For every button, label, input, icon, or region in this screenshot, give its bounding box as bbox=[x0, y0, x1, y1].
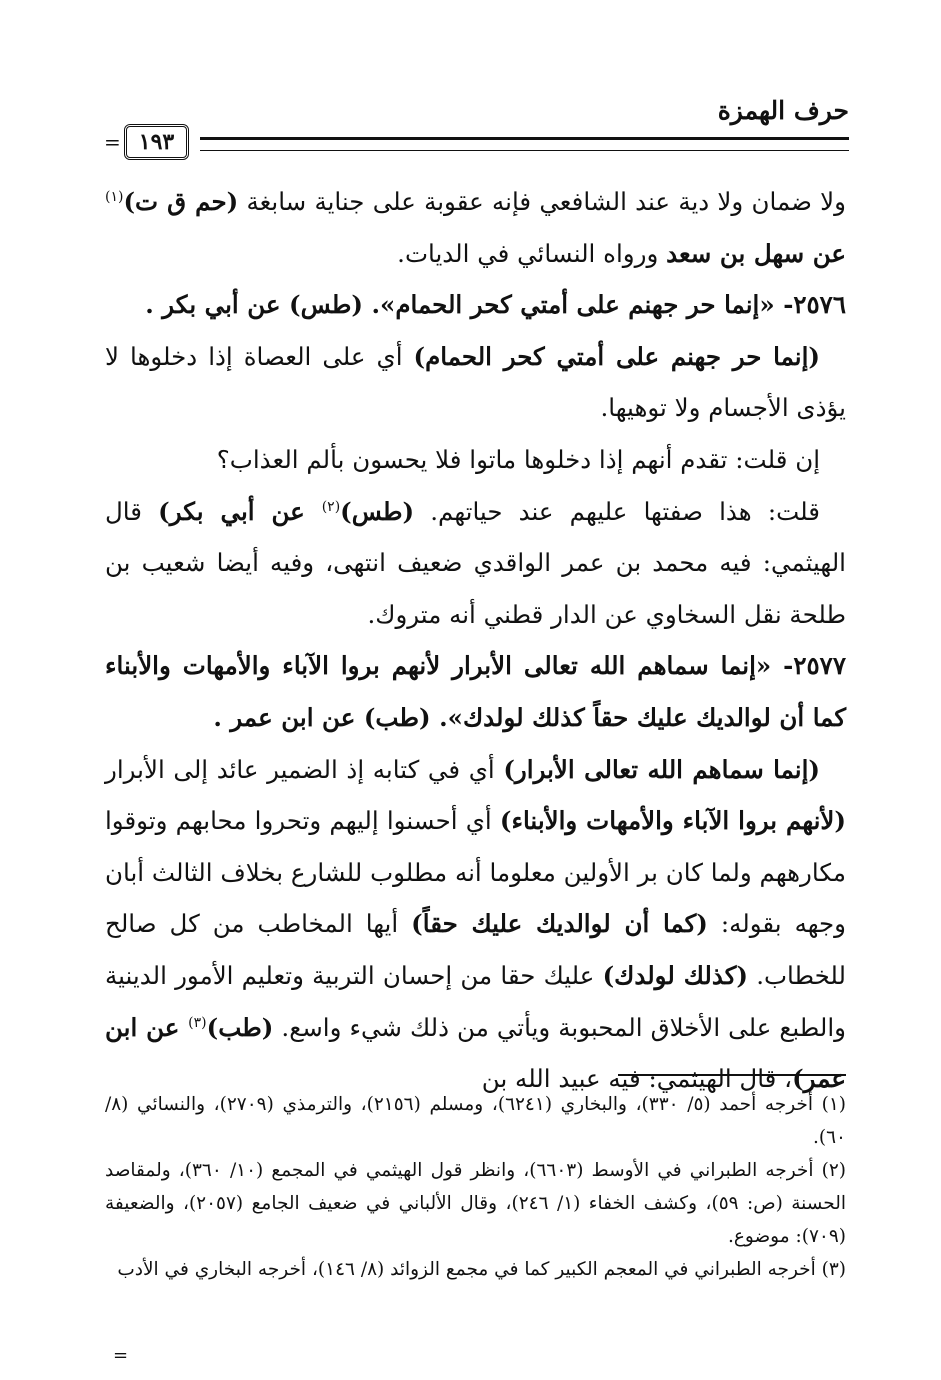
commentary-2577 bbox=[105, 744, 846, 1105]
text-run: أي على العصاة إذا دخلوها لا يؤذى الأجسام ولا توهيها. bbox=[105, 341, 846, 423]
hadith-quote: (لأنهم بروا الآباء والأمهات والأبناء) bbox=[499, 806, 846, 836]
header-continuation-mark: = bbox=[104, 130, 121, 154]
narrator: عن ابن عمر) bbox=[105, 1012, 846, 1094]
narrator: عن سهل بن سعد bbox=[666, 238, 846, 268]
footnote-1: (١) أخرجه أحمد (٥/ ٣٣٠)، والبخاري (٦٢٤١)، ومسلم (٢١٥٦)، والترمذي (٢٧٠٩)، والنسائي (٨/ ٦٠). bbox=[105, 1094, 846, 1148]
text-run: ورواه النسائي في الديات. bbox=[397, 238, 667, 268]
answer-paragraph bbox=[105, 486, 846, 641]
hadith-quote: (إنما حر جهنم على أمتي كحر الحمام) bbox=[413, 341, 820, 371]
footnote-3: (٣) أخرجه الطبراني في المعجم الكبير كما في مجمع الزوائد (٨/ ١٤٦)، أخرجه البخاري في الأدب bbox=[117, 1259, 846, 1280]
hadith-quote: (إنما سماهم الله تعالى الأبرار) bbox=[503, 754, 821, 784]
hadith-quote: (كما أن لوالديك عليك حقاً) bbox=[411, 909, 708, 939]
source-code: (حم ق ت) bbox=[123, 187, 239, 216]
page-number-block bbox=[104, 122, 189, 162]
header-rule bbox=[200, 137, 849, 151]
footnote-ref: (٢) bbox=[321, 498, 341, 515]
text-run: أيها المخاطب من كل صالح للخطاب. bbox=[105, 909, 846, 990]
text-run: أي في كتابه إذ الضمير عائد إلى الأبرار bbox=[105, 754, 504, 784]
source-code: (طب) bbox=[206, 1012, 274, 1042]
text-run: ولا ضمان ولا دية عند الشافعي فإنه عقوبة على جناية سابغة bbox=[238, 187, 846, 216]
paragraph-continuation bbox=[105, 176, 846, 279]
hadith-2576: ٢٥٧٦- «إنما حر جهنم على أمتي كحر الحمام». (طس) عن أبي بكر . bbox=[145, 290, 846, 320]
footnote-continuation-mark: = bbox=[113, 1345, 129, 1366]
main-text bbox=[105, 176, 846, 1105]
footnotes bbox=[105, 1088, 846, 1286]
footnote-ref: (٣) bbox=[188, 1014, 207, 1031]
footnote-separator bbox=[618, 1074, 846, 1076]
text-run: أي أحسنوا إليهم وتحروا محابهم وتوقوا مكارههم ولما كان بر الأولين معلوما أنه مطلوب للشارع بخلاف الثالث أبان وجهه بقوله: bbox=[105, 806, 847, 939]
source-code: (طس) bbox=[340, 496, 415, 526]
footnote-2: (٢) أخرجه الطبراني في الأوسط (٦٦٠٣)، وانظر قول الهيثمي في المجمع (١٠/ ٣٦٠)، ولمقاصد الحسنة (ص: ٥٩)، وكشف الخفاء (١/ ٢٤٦)، وقال الألباني في ضعيف الجامع (٢٠٥٧)، والضعيفة (٧٠٩): موضوع. bbox=[105, 1160, 846, 1247]
footnote-ref: (١) bbox=[105, 188, 124, 205]
text-run: عليك حقا من إحسان التربية وتعليم الأمور الدينية والطبع على الأخلاق المحبوبة ويأتي من ذلك شيء واسع. bbox=[105, 960, 847, 1042]
hadith-2577: ٢٥٧٧- «إنما سماهم الله تعالى الأبرار لأنهم بروا الآباء والأمهات والأبناء كما أن لوالديك عليك حقاً كذلك لولدك». (طب) عن ابن عمر . bbox=[105, 651, 846, 732]
text-run: ، قال الهيثمي: فيه عبيد الله بن bbox=[481, 1064, 793, 1094]
commentary-2576 bbox=[105, 331, 846, 434]
page-number: ١٩٣ bbox=[124, 124, 189, 160]
running-title: حرف الهمزة bbox=[717, 96, 849, 125]
text-run: قال الهيثمي: فيه محمد بن عمر الواقدي ضعيف انتهى، وفيه أيضا شعيب بن طلحة نقل السخاوي عن الدار قطني أنه متروك. bbox=[105, 496, 846, 629]
text-run: قلت: هذا صفتها عليهم عند حياتهم. bbox=[414, 496, 820, 526]
question-paragraph: إن قلت: تقدم أنهم إذا دخلوها ماتوا فلا يحسون بألم العذاب؟ bbox=[216, 444, 820, 474]
narrator: عن أبي بكر) bbox=[158, 496, 322, 526]
hadith-quote: (كذلك لولدك) bbox=[602, 960, 748, 990]
